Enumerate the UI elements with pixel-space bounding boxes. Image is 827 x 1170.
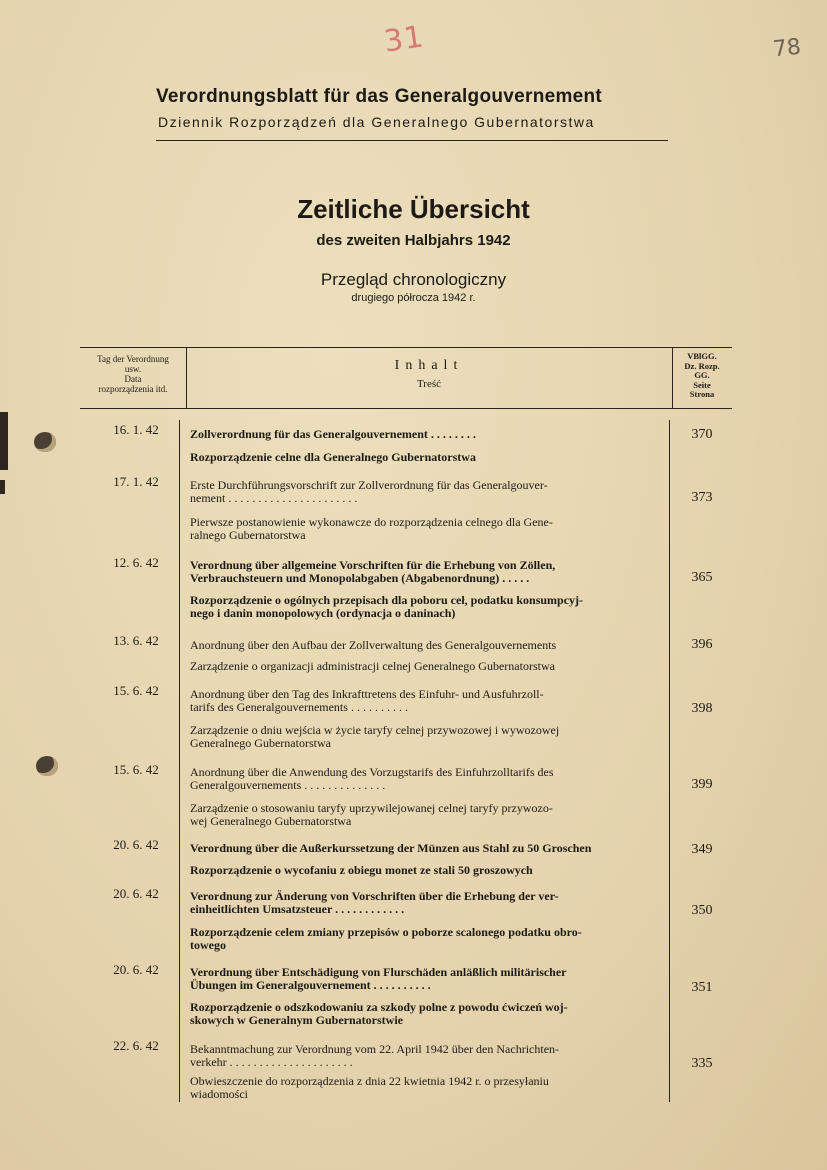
row-text-polish: Rozporządzenie celem zmiany przepisów o poborze scalonego podatku obro- towego: [190, 925, 582, 952]
document-subtitle: des zweiten Halbjahrs 1942: [316, 232, 511, 249]
handwritten-page-number: 78: [771, 34, 803, 63]
row-page: 350: [691, 903, 713, 918]
row-page: 373: [691, 490, 713, 505]
header-content-polish: Treść: [416, 378, 442, 390]
row-text-german: Anordnung über die Anwendung des Vorzugstarifs des Einfuhrzolltarifs des Generalgouvernements . . . . . . . . . . . . . .: [190, 765, 554, 792]
row-text-german: Anordnung über den Aufbau der Zollverwaltung des Generalgouvernements: [190, 638, 557, 652]
row-date: 13. 6. 42: [113, 633, 159, 648]
masthead-title-german: Verordnungsblatt für das Generalgouvernement: [156, 86, 603, 107]
punch-hole-top: [34, 432, 56, 452]
row-text-german: Anordnung über den Tag des Inkrafttretens des Einfuhr- und Ausfuhrzoll- tarifs des Generalgouvernements . . . . . . . . . .: [190, 687, 544, 714]
row-page: 349: [691, 842, 713, 857]
row-text-polish: Rozporządzenie o ogólnych przepisach dla poboru ceł, podatku konsumpcyj- nego i danin monopolowych (ordynacja o daninach): [190, 593, 584, 620]
row-date: 15. 6. 42: [113, 683, 159, 698]
row-text-polish: Obwieszczenie do rozporządzenia z dnia 22 kwietnia 1942 r. o przesyłaniu wiadomości: [190, 1074, 549, 1101]
handwritten-red-number: 31: [381, 19, 427, 60]
row-page: 399: [691, 777, 713, 792]
masthead-rule: [156, 140, 668, 141]
row-text-german: Verordnung über allgemeine Vorschriften für die Erhebung von Zöllen, Verbrauchsteuern und Monopolabgaben (Abgabenordnung) . . . . .: [190, 558, 556, 585]
row-date: 17. 1. 42: [113, 474, 159, 489]
row-text-polish: Rozporządzenie o wycofaniu z obiegu monet ze stali 50 groszowych: [190, 863, 533, 877]
row-date: 16. 1. 42: [113, 422, 159, 437]
polish-subtitle: drugiego półrocza 1942 r.: [351, 292, 476, 304]
row-text-german: Verordnung über Entschädigung von Flurschäden anläßlich militärischer Übungen im Generalgouvernement . . . . . . . . . .: [190, 965, 567, 992]
row-text-polish: Pierwsze postanowienie wykonawcze do rozporządzenia celnego dla Gene- ralnego Gubernatorstwa: [190, 515, 553, 542]
row-text-german: Zollverordnung für das Generalgouvernement . . . . . . . .: [190, 427, 476, 441]
table-header-rule: [80, 408, 732, 409]
paper-tear-small: [0, 480, 5, 494]
row-date: 20. 6. 42: [113, 962, 159, 977]
header-content-german: Inhalt: [394, 358, 464, 373]
row-page: 396: [691, 637, 713, 652]
row-text-german: Bekanntmachung zur Verordnung vom 22. April 1942 über den Nachrichten- verkehr . . . . . . . . . . . . . . . . . . . . .: [190, 1042, 560, 1069]
polish-title: Przegląd chronologiczny: [320, 270, 507, 289]
row-date: 12. 6. 42: [113, 555, 159, 570]
column-divider-left: [179, 420, 180, 1102]
row-text-polish: Rozporządzenie celne dla Generalnego Gubernatorstwa: [190, 450, 476, 464]
row-text-polish: Rozporządzenie o odszkodowaniu za szkody polne z powodu ćwiczeń woj- skowych w Generalnym Gubernatorstwie: [190, 1000, 568, 1027]
punch-hole-bottom: [36, 756, 58, 776]
row-date: 15. 6. 42: [113, 762, 159, 777]
header-date: Tag der Verordnung usw. Data rozporządzenia itd.: [97, 354, 169, 394]
document-title: Zeitliche Übersicht: [297, 194, 530, 224]
row-text-german: Erste Durchführungsvorschrift zur Zollverordnung für das Generalgouver- nement . . . . . . . . . . . . . . . . . . . . . .: [190, 478, 548, 505]
row-text-german: Verordnung über die Außerkurssetzung der Münzen aus Stahl zu 50 Groschen: [190, 841, 592, 855]
column-divider-right: [669, 420, 670, 1102]
row-text-polish: Zarządzenie o stosowaniu taryfy uprzywilejowanej celnej taryfy przywozo- wej Generalnego Gubernatorstwa: [190, 801, 553, 828]
row-text-polish: Zarządzenie o organizacji administracji celnej Generalnego Gubernatorstwa: [190, 659, 555, 673]
header-page: VBlGG. Dz. Rozp. GG. Seite Strona: [684, 351, 720, 399]
table-top-rule: [80, 347, 732, 348]
row-page: 351: [691, 980, 713, 995]
row-date: 20. 6. 42: [113, 837, 159, 852]
row-date: 20. 6. 42: [113, 886, 159, 901]
masthead-title-polish: Dziennik Rozporządzeń dla Generalnego Gubernatorstwa: [158, 114, 595, 130]
row-page: 398: [691, 701, 713, 716]
row-page: 335: [691, 1056, 713, 1071]
row-text-german: Verordnung zur Änderung von Vorschriften über die Erhebung der ver- einheitlichten Umsatzsteuer . . . . . . . . . . . .: [190, 889, 559, 916]
row-page: 370: [691, 427, 713, 442]
row-page: 365: [691, 570, 713, 585]
row-date: 22. 6. 42: [113, 1038, 159, 1053]
paper-tear-top: [0, 412, 8, 470]
row-text-polish: Zarządzenie o dniu wejścia w życie taryfy celnej przywozowej i wywozowej Generalnego Gubernatorstwa: [190, 723, 560, 750]
